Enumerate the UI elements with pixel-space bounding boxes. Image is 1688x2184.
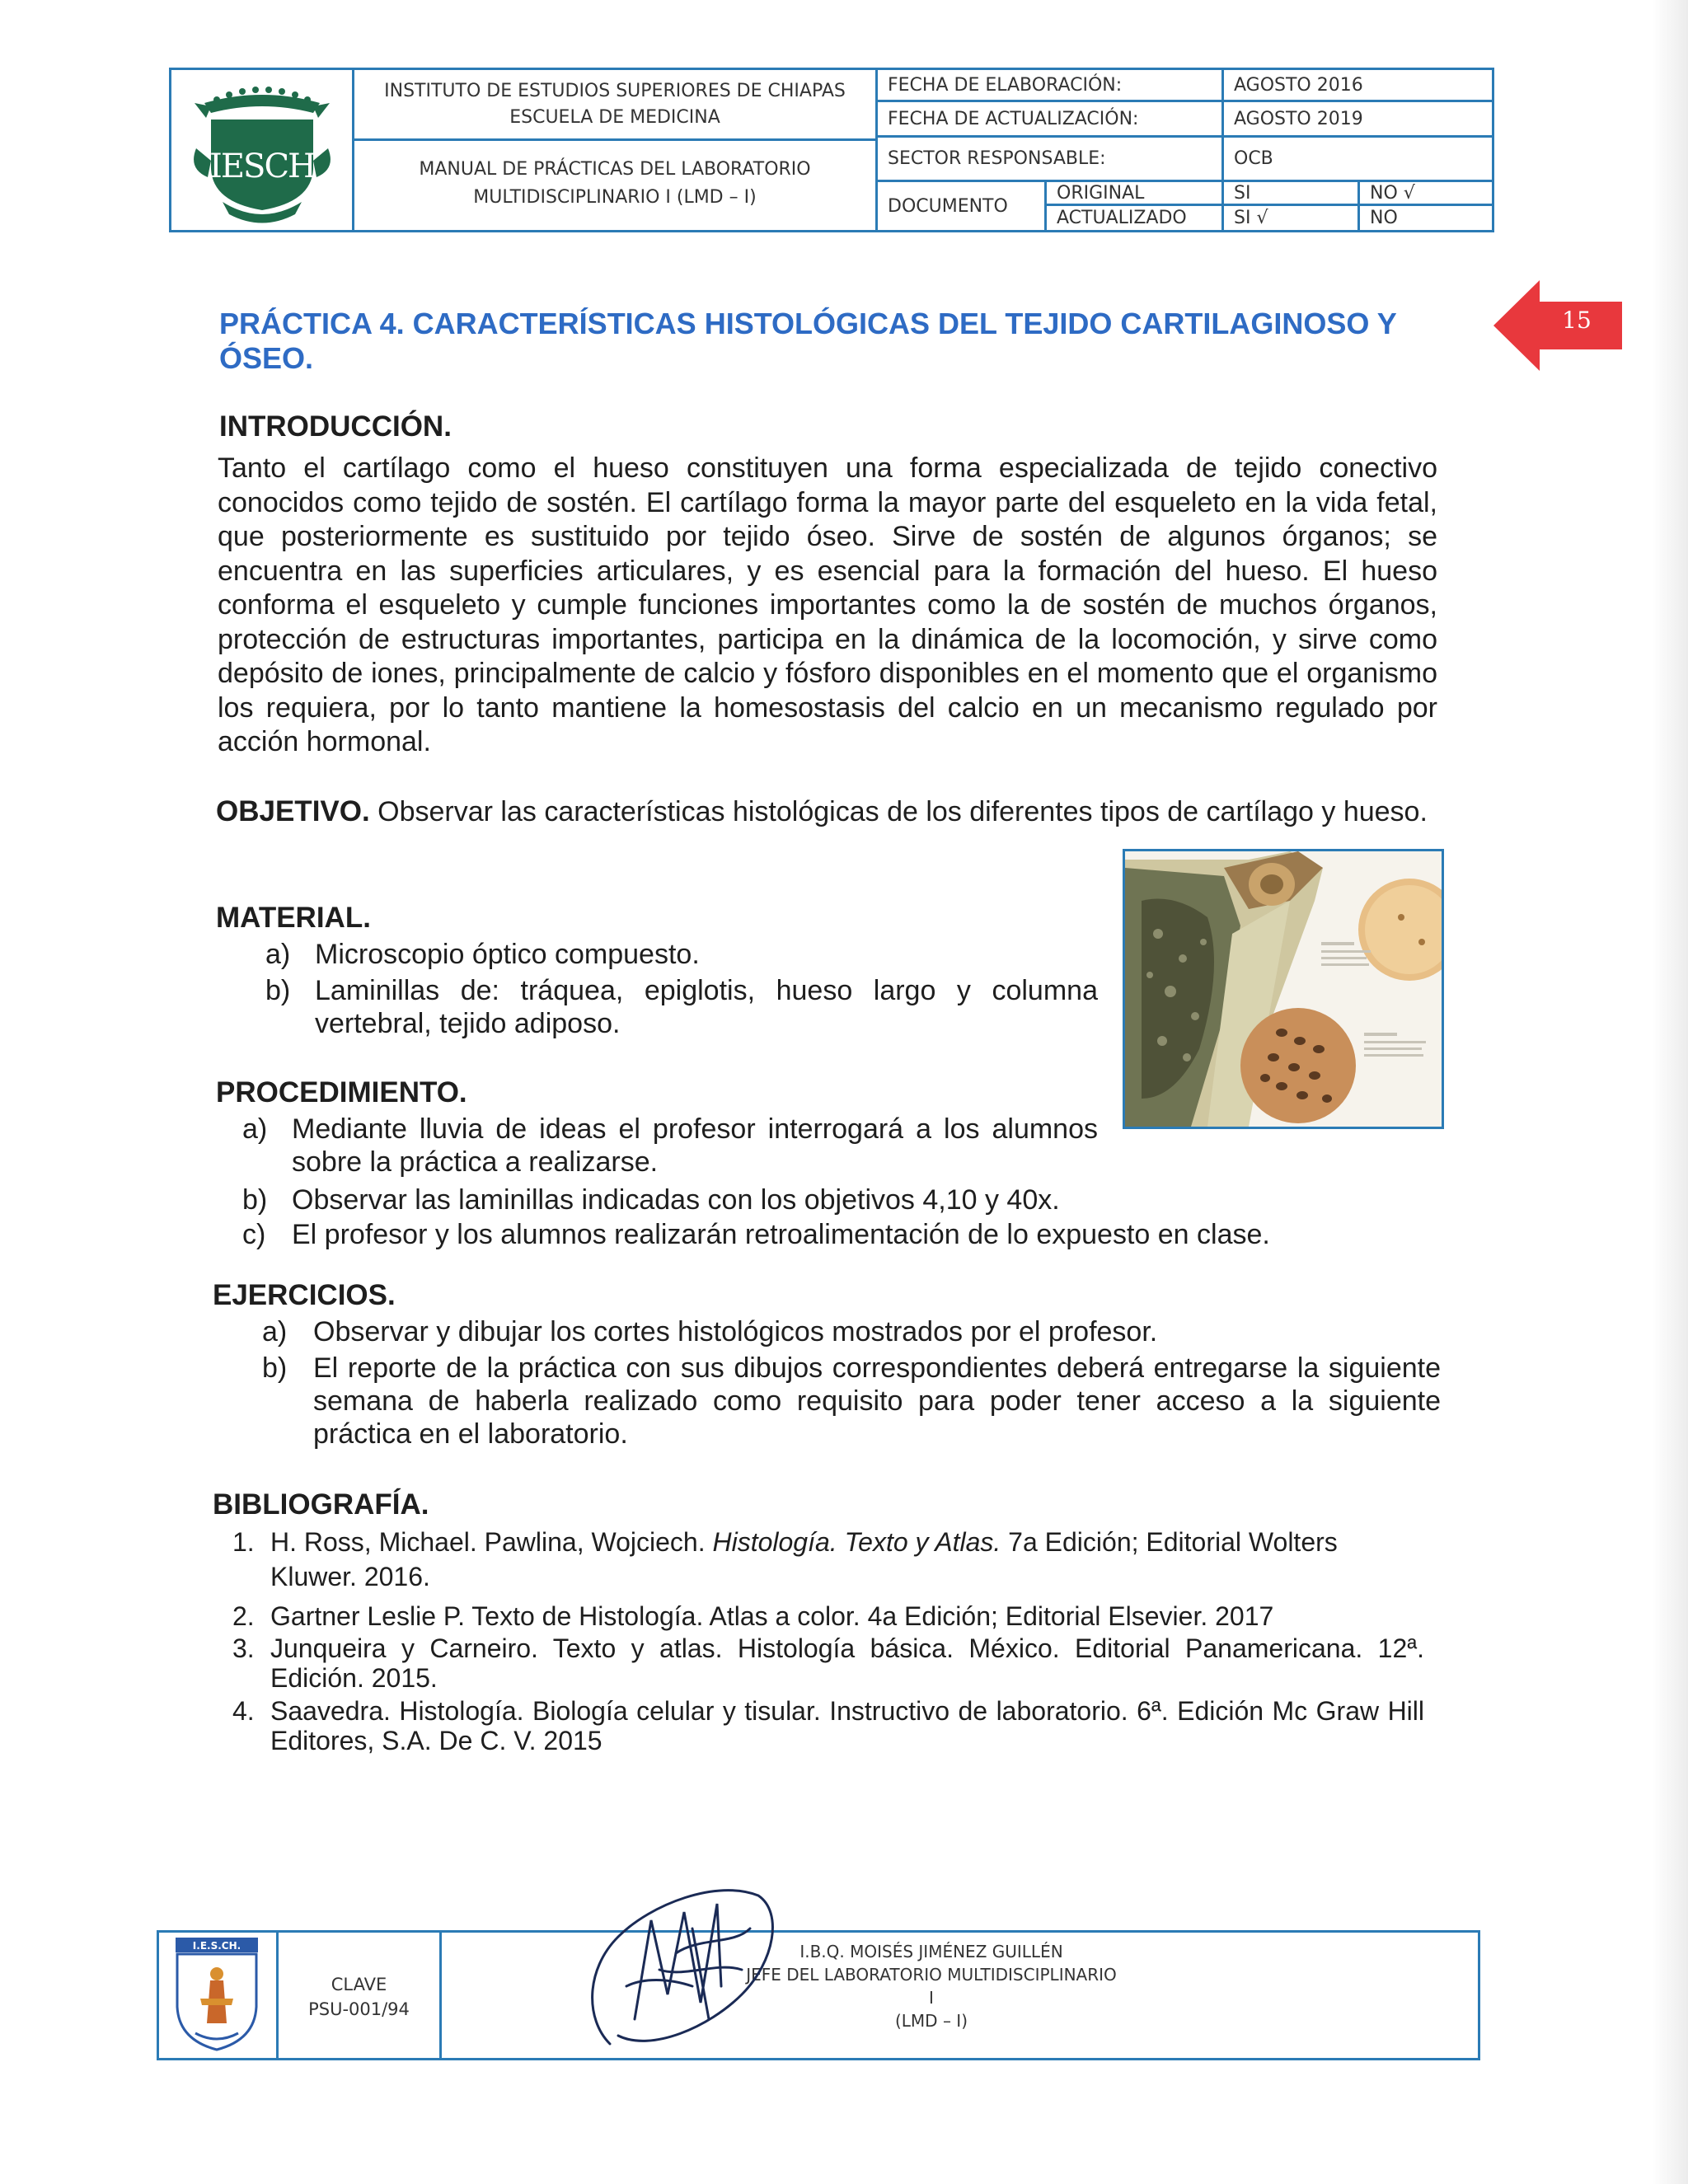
citation-authors: H. Ross, Michael. Pawlina, Wojciech. — [270, 1527, 713, 1557]
footer-logo-cell — [159, 1933, 279, 2058]
practice-title: PRÁCTICA 4. CARACTERÍSTICAS HISTOLÓGICAS DEL TEJIDO CARTILAGINOSO Y ÓSEO. — [219, 307, 1397, 375]
manual-cell — [354, 141, 875, 230]
meta-value: AGOSTO 2016 — [1234, 74, 1363, 96]
iesch-shield-icon — [159, 1933, 274, 2056]
material-item — [265, 938, 1098, 974]
page-number: 15 — [1562, 307, 1592, 334]
iesch-logo — [171, 70, 349, 230]
list-marker: 4. — [232, 1696, 255, 1726]
material-item-text: Microscopio óptico compuesto. — [315, 939, 700, 970]
exercise-item-text: Observar y dibujar los cortes histológicos mostrados por el profesor. — [313, 1316, 1158, 1347]
signer-title: JEFE DEL LABORATORIO MULTIDISCIPLINARIO I — [746, 1965, 1117, 2008]
handwritten-signature — [577, 1854, 791, 2060]
list-marker: 3. — [232, 1633, 255, 1663]
objective-text: Observar las características histológicas de los diferentes tipos de cartílago y hueso. — [377, 796, 1428, 827]
meta-label: SECTOR RESPONSABLE: — [878, 138, 1224, 180]
bibliography-item — [232, 1599, 1442, 1635]
signer-block — [742, 1940, 1121, 2032]
actualizado-no: NO — [1370, 208, 1398, 228]
meta-label: FECHA DE ELABORACIÓN: — [878, 70, 1224, 100]
list-marker: b) — [242, 1184, 268, 1216]
document-header-table — [169, 68, 1494, 232]
bibliography-heading: BIBLIOGRAFÍA. — [213, 1488, 429, 1521]
procedure-item — [242, 1113, 1098, 1182]
procedure-item-text: Observar las laminillas indicadas con los objetivos 4,10 y 40x. — [292, 1184, 1060, 1216]
signer-name: I.B.Q. MOISÉS JIMÉNEZ GUILLÉN — [799, 1942, 1063, 1961]
actualizado-label: ACTUALIZADO — [1047, 206, 1224, 230]
manual-title-line2: MULTIDISCIPLINARIO I (LMD – I) — [473, 187, 757, 208]
list-marker: a) — [262, 1316, 288, 1347]
list-marker: b) — [262, 1352, 288, 1384]
metadata-grid — [875, 70, 1492, 230]
list-marker: a) — [265, 939, 291, 970]
footer-logo-text: I.E.S.CH. — [192, 1940, 241, 1952]
procedure-item — [242, 1218, 1437, 1254]
material-item-text: Laminillas de: tráquea, epiglotis, hueso largo y columna vertebral, tejido adiposo. — [315, 975, 1098, 1039]
institution-name: INSTITUTO DE ESTUDIOS SUPERIORES DE CHIAPAS — [384, 81, 846, 101]
meta-label: FECHA DE ACTUALIZACIÓN: — [878, 102, 1224, 135]
meta-value: AGOSTO 2019 — [1234, 108, 1363, 129]
objective-paragraph — [216, 794, 1437, 830]
actualizado-si: SI √ — [1224, 206, 1360, 230]
procedure-heading: PROCEDIMIENTO. — [216, 1076, 467, 1108]
school-name: ESCUELA DE MEDICINA — [509, 107, 720, 128]
document-row-actualizado — [1047, 206, 1492, 230]
list-marker: c) — [242, 1219, 266, 1250]
meta-value: OCB — [1234, 148, 1273, 169]
bibliography-item-text: Gartner Leslie P. Texto de Histología. Atlas a color. 4a Edición; Editorial Elsevier. 2017 — [270, 1601, 1274, 1631]
citation-title: Histología. Texto y Atlas. — [712, 1527, 1001, 1557]
exercises-heading: EJERCICIOS. — [213, 1279, 396, 1311]
bibliography-item — [232, 1633, 1442, 1703]
list-marker: b) — [265, 975, 291, 1006]
procedure-item — [242, 1183, 1437, 1220]
procedure-item-text: Mediante lluvia de ideas el profesor interrogará a los alumnos sobre la práctica a realizarse. — [292, 1113, 1098, 1178]
bone-illustration — [1123, 849, 1444, 1129]
scan-edge-shadow — [1652, 0, 1688, 2184]
material-item — [265, 974, 1098, 1043]
list-marker: 2. — [232, 1601, 255, 1631]
logo-cell — [171, 70, 354, 230]
meta-row-sector — [878, 138, 1492, 182]
bibliography-item-text: Junqueira y Carneiro. Texto y atlas. Histología básica. México. Editorial Panamericana. 12ª. Edición. 2015. — [270, 1633, 1424, 1693]
clave-value: PSU-001/94 — [308, 1999, 410, 2019]
exercise-item-text: El reporte de la práctica con sus dibujos correspondientes deberá entregarse la siguiente semana de haberla realizado como requisito para poder tener acceso a la siguiente práctica en el laboratorio. — [313, 1352, 1441, 1450]
bibliography-item — [232, 1696, 1442, 1765]
exercise-item — [262, 1315, 1441, 1352]
exercise-item — [262, 1352, 1441, 1454]
bone-cross-section-image — [1125, 851, 1442, 1127]
clave-cell — [279, 1933, 442, 2058]
logo-text: IESCH — [209, 148, 315, 185]
bibliography-item-text: Saavedra. Histología. Biología celular y tisular. Instructivo de laboratorio. 6ª. Edición Mc Graw Hill Editores, S.A. De C. V. 2015 — [270, 1696, 1424, 1755]
bibliography-item-text — [270, 1525, 1424, 1594]
institution-cell — [354, 70, 875, 141]
meta-row-elaboracion — [878, 70, 1492, 102]
clave-label: CLAVE — [331, 1975, 387, 1994]
intro-heading: INTRODUCCIÓN. — [219, 410, 452, 443]
material-heading: MATERIAL. — [216, 902, 371, 934]
citation-details: 7a Edición; Editorial Wolters Kluwer. 2016. — [270, 1527, 1338, 1591]
list-marker: 1. — [232, 1527, 255, 1557]
intro-paragraph: Tanto el cartílago como el hueso constituyen una forma especializada de tejido conectivo conocidos como tejido de sostén. El cartílago forma la mayor parte del esqueleto en la vida fetal, que posteriormente es sustituido por tejido óseo. Sirve de sostén de algunos órganos; se encuentra en las superficies articulares, y es esencial para la formación del hueso. El hueso conforma el esqueleto y cumple funciones importantes como la de sostén de muchos órganos, protección de estructuras importantes, participa en la dinámica de la locomoción, y sirve como depósito de iones, principalmente de calcio y fósforo disponibles en el momento que el organismo los requiera, por lo tanto mantiene la homesostasis del calcio en un mecanismo regulado por acción hormonal. — [218, 452, 1437, 757]
meta-row-actualizacion — [878, 102, 1492, 138]
original-label: ORIGINAL — [1047, 182, 1224, 204]
procedure-item-text: El profesor y los alumnos realizarán retroalimentación de lo expuesto en clase. — [292, 1219, 1270, 1250]
manual-title-line1: MANUAL DE PRÁCTICAS DEL LABORATORIO — [419, 159, 811, 180]
original-no: NO √ — [1370, 182, 1415, 204]
document-row-original — [1047, 182, 1492, 206]
objective-heading: OBJETIVO. — [216, 795, 370, 827]
signer-unit: (LMD – I) — [894, 2011, 968, 2031]
document-label: DOCUMENTO — [878, 182, 1047, 230]
bibliography-item — [232, 1525, 1442, 1594]
list-marker: a) — [242, 1113, 268, 1145]
original-si: SI — [1224, 182, 1360, 204]
